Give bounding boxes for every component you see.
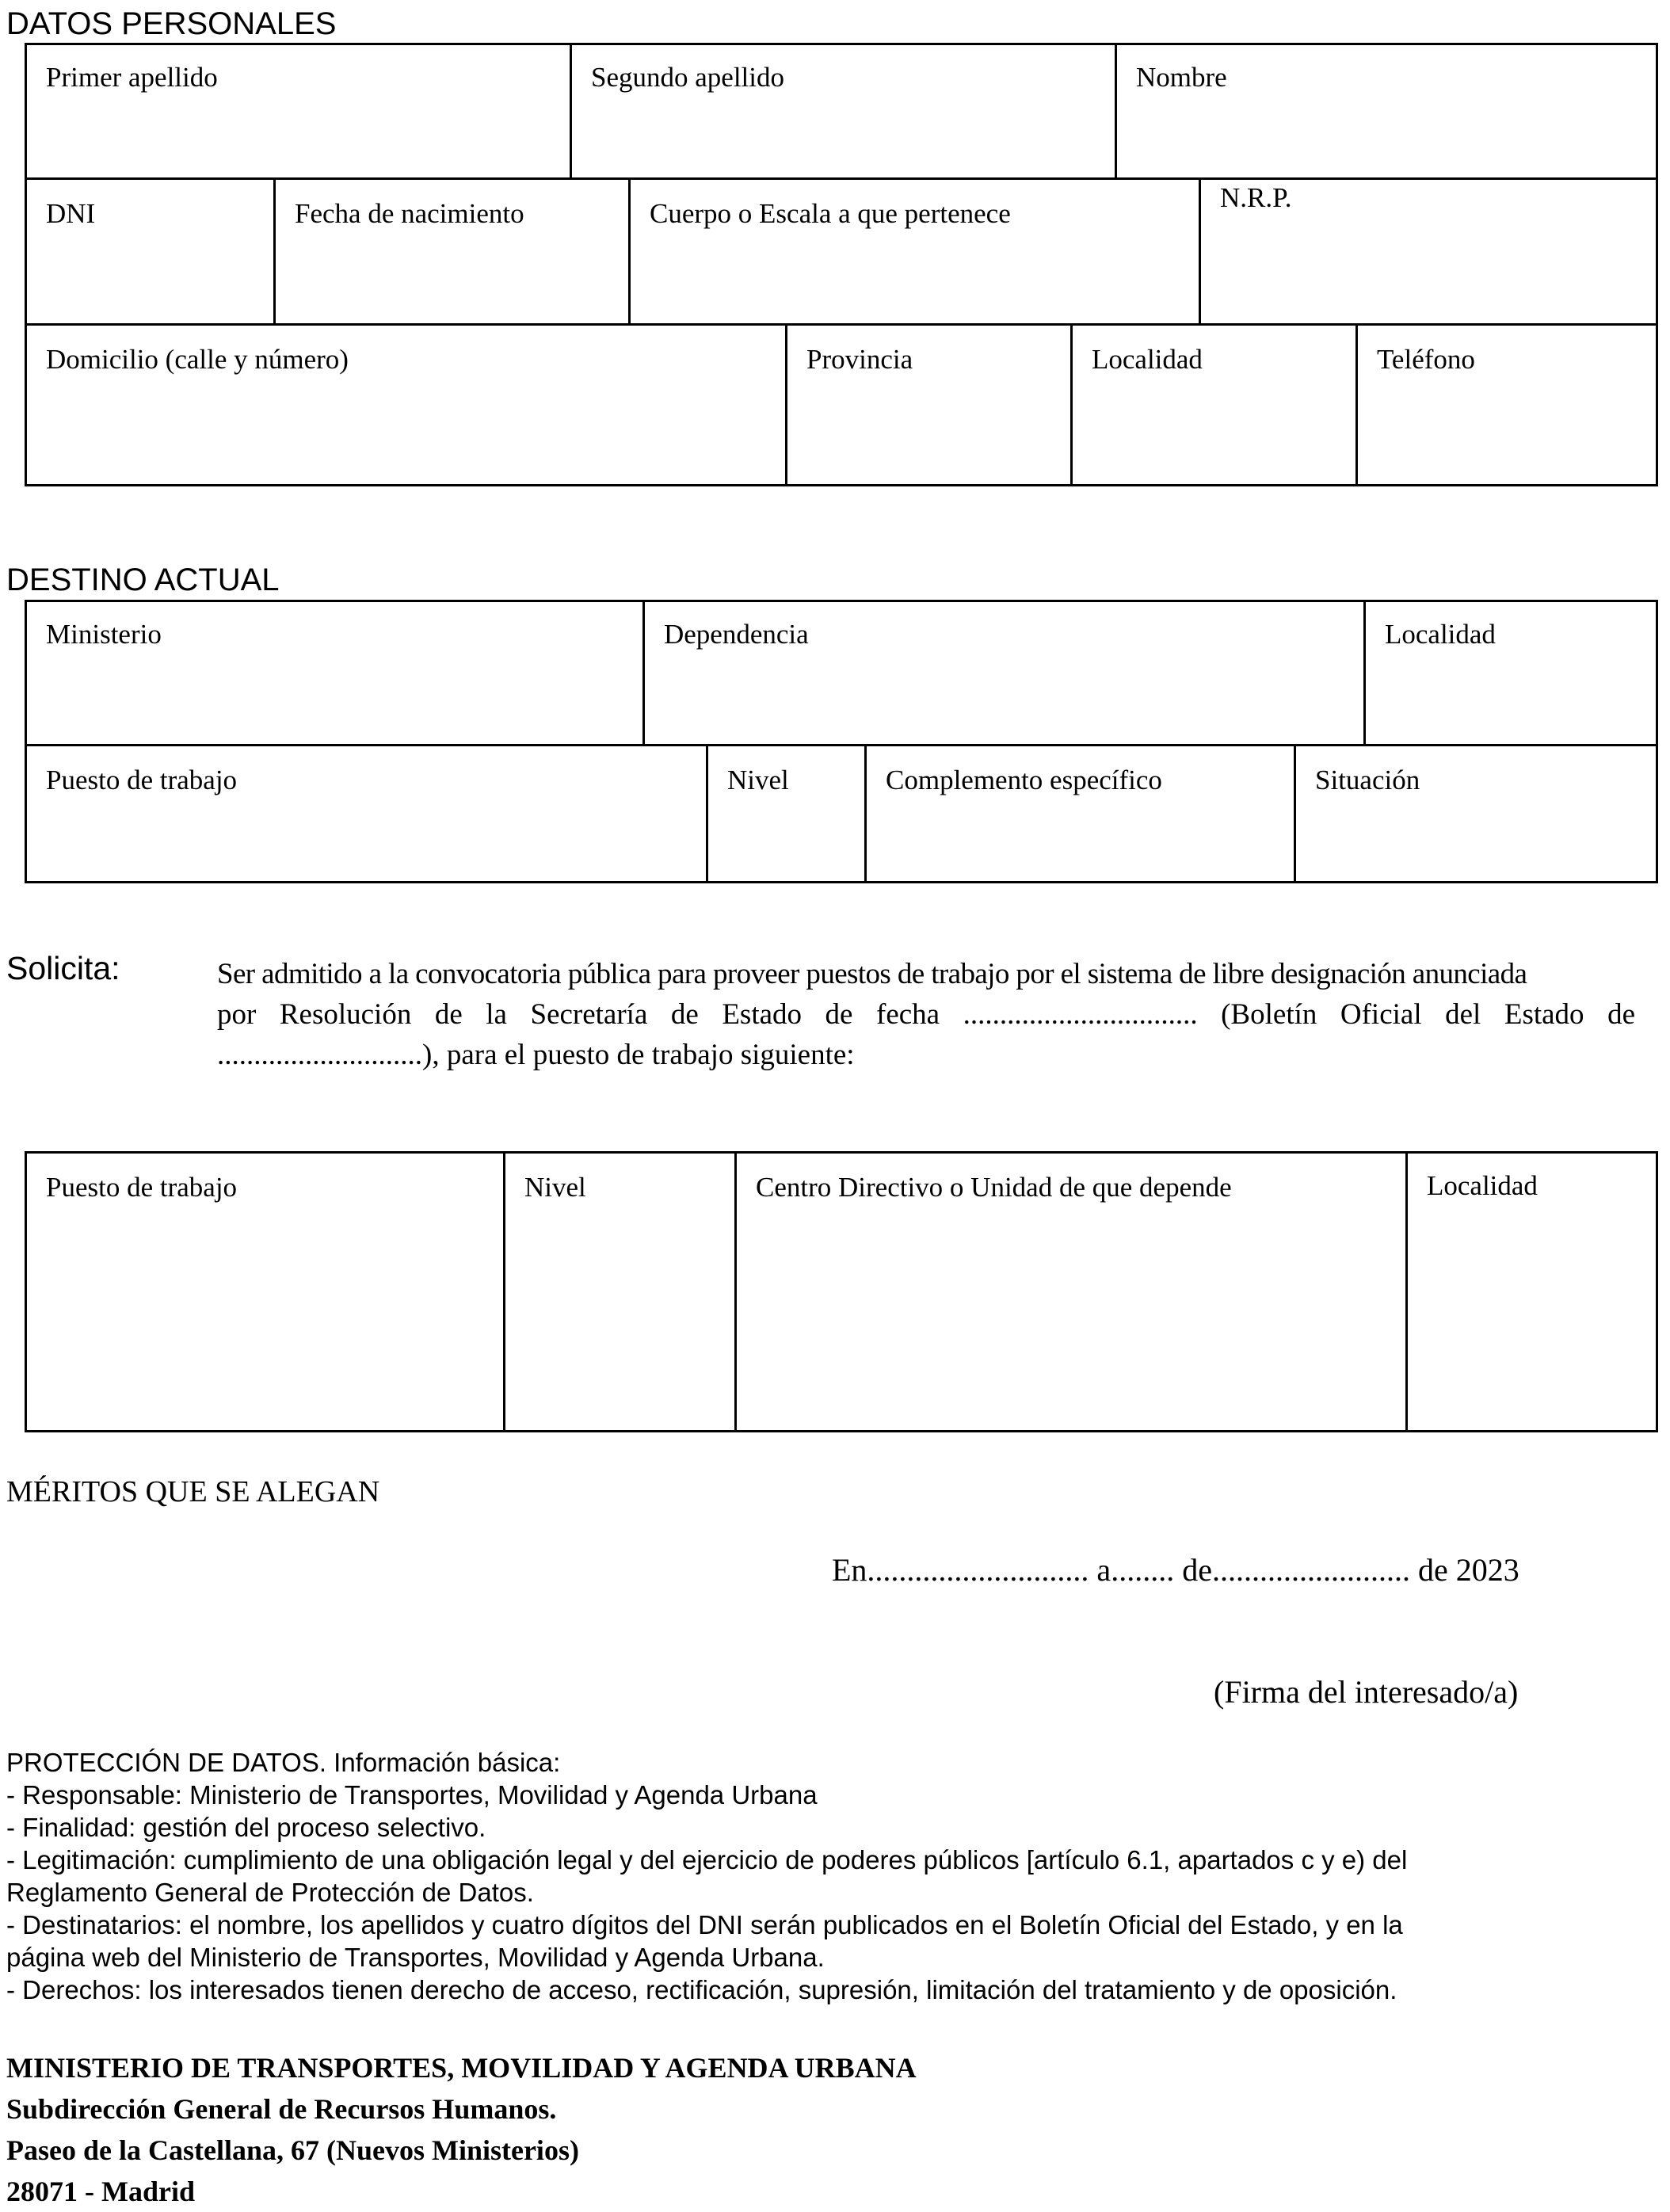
complemento-field[interactable] [867, 746, 1296, 881]
solicita-line-3: ............................), para el puesto de trabajo siguiente: [217, 1039, 855, 1071]
situacion-label: Situación [1315, 765, 1420, 795]
cuerpo-escala-field[interactable] [631, 180, 1201, 326]
localidad-label: Localidad [1092, 344, 1203, 375]
destino-localidad-label: Localidad [1385, 619, 1496, 650]
proteccion-line: página web del Ministerio de Transportes, Movilidad y Agenda Urbana. [6, 1943, 825, 1972]
situacion-field[interactable] [1296, 746, 1656, 881]
solicitado-puesto-field[interactable] [27, 1154, 505, 1430]
puesto-trabajo-label: Puesto de trabajo [46, 765, 238, 795]
nivel-field[interactable] [708, 746, 867, 881]
dni-label: DNI [46, 198, 96, 229]
direccion-subdireccion: Subdirección General de Recursos Humanos. [6, 2093, 557, 2125]
proteccion-line: PROTECCIÓN DE DATOS. Información básica: [6, 1748, 561, 1777]
solicitado-puesto-label: Puesto de trabajo [46, 1172, 238, 1203]
primer-apellido-field[interactable] [27, 45, 572, 180]
direccion-ministerio: MINISTERIO DE TRANSPORTES, MOVILIDAD Y AGENDA URBANA [6, 2052, 917, 2084]
solicitado-localidad-label: Localidad [1427, 1170, 1538, 1201]
proteccion-line: - Finalidad: gestión del proceso selectivo. [6, 1813, 486, 1842]
domicilio-field[interactable] [27, 326, 787, 484]
destino-actual-table [25, 600, 1658, 883]
fecha-nacimiento-field[interactable] [276, 180, 631, 326]
dni-field[interactable] [27, 180, 276, 326]
proteccion-line: Reglamento General de Protección de Datos. [6, 1878, 534, 1907]
proteccion-line: - Derechos: los interesados tienen derecho de acceso, rectificación, supresión, limitación del tratamiento y de oposición. [6, 1975, 1397, 2004]
datos-personales-title: DATOS PERSONALES [6, 6, 337, 41]
fecha-nacimiento-label: Fecha de nacimiento [295, 198, 524, 229]
proteccion-datos-block [6, 1746, 1407, 2006]
centro-directivo-field[interactable] [737, 1154, 1408, 1430]
solicita-line-1: Ser admitido a la convocatoria pública para proveer puestos de trabajo por el sistema de libre designación anunciada [217, 958, 1527, 990]
datos-personales-table [25, 43, 1658, 486]
solicita-label: Solicita: [6, 950, 120, 986]
direccion-calle: Paseo de la Castellana, 67 (Nuevos Ministerios) [6, 2134, 579, 2166]
puesto-solicitado-table [25, 1151, 1658, 1432]
primer-apellido-label: Primer apellido [46, 62, 218, 93]
ministerio-field[interactable] [27, 602, 645, 746]
solicitado-nivel-field[interactable] [505, 1154, 737, 1430]
solicitado-localidad-field[interactable] [1408, 1154, 1656, 1430]
proteccion-line: - Destinatarios: el nombre, los apellidos y cuatro dígitos del DNI serán publicados en el Boletín Oficial del Estado, y en la [6, 1910, 1403, 1939]
nrp-field[interactable] [1201, 180, 1656, 326]
nombre-label: Nombre [1136, 62, 1227, 93]
dependencia-label: Dependencia [664, 619, 809, 650]
localidad-field[interactable] [1073, 326, 1358, 484]
nombre-field[interactable] [1117, 45, 1656, 180]
solicita-line-2: por Resolución de la Secretaría de Estado de fecha ................................ (Boletín Oficial del Estado de [217, 998, 1635, 1031]
provincia-field[interactable] [787, 326, 1073, 484]
solicita-paragraph [217, 954, 1635, 1075]
domicilio-label: Domicilio (calle y número) [46, 344, 349, 375]
proteccion-line: - Legitimación: cumplimiento de una obligación legal y del ejercicio de poderes públicos [artículo 6.1, apartados c y e) del [6, 1845, 1408, 1874]
segundo-apellido-field[interactable] [572, 45, 1117, 180]
nrp-label: N.R.P. [1220, 182, 1292, 213]
firma-label: (Firma del interesado/a) [1214, 1674, 1519, 1710]
puesto-trabajo-field[interactable] [27, 746, 708, 881]
provincia-label: Provincia [806, 344, 913, 375]
meritos-title: MÉRITOS QUE SE ALEGAN [6, 1475, 380, 1508]
destino-localidad-field[interactable] [1366, 602, 1656, 746]
dependencia-field[interactable] [645, 602, 1366, 746]
direccion-block [6, 2047, 917, 2212]
nivel-label: Nivel [727, 765, 789, 795]
segundo-apellido-label: Segundo apellido [591, 62, 784, 93]
solicitado-nivel-label: Nivel [524, 1172, 586, 1203]
ministerio-label: Ministerio [46, 619, 162, 650]
cuerpo-escala-label: Cuerpo o Escala a que pertenece [650, 198, 1011, 229]
centro-directivo-label: Centro Directivo o Unidad de que depende [756, 1172, 1232, 1203]
complemento-label: Complemento específico [886, 765, 1162, 795]
direccion-cp-ciudad: 28071 - Madrid [6, 2176, 195, 2207]
telefono-label: Teléfono [1377, 344, 1475, 375]
telefono-field[interactable] [1358, 326, 1656, 484]
fecha-lugar-line: En............................ a........ de......................... de 2023 [832, 1552, 1519, 1588]
destino-actual-title: DESTINO ACTUAL [6, 563, 280, 597]
proteccion-line: - Responsable: Ministerio de Transportes, Movilidad y Agenda Urbana [6, 1780, 818, 1810]
